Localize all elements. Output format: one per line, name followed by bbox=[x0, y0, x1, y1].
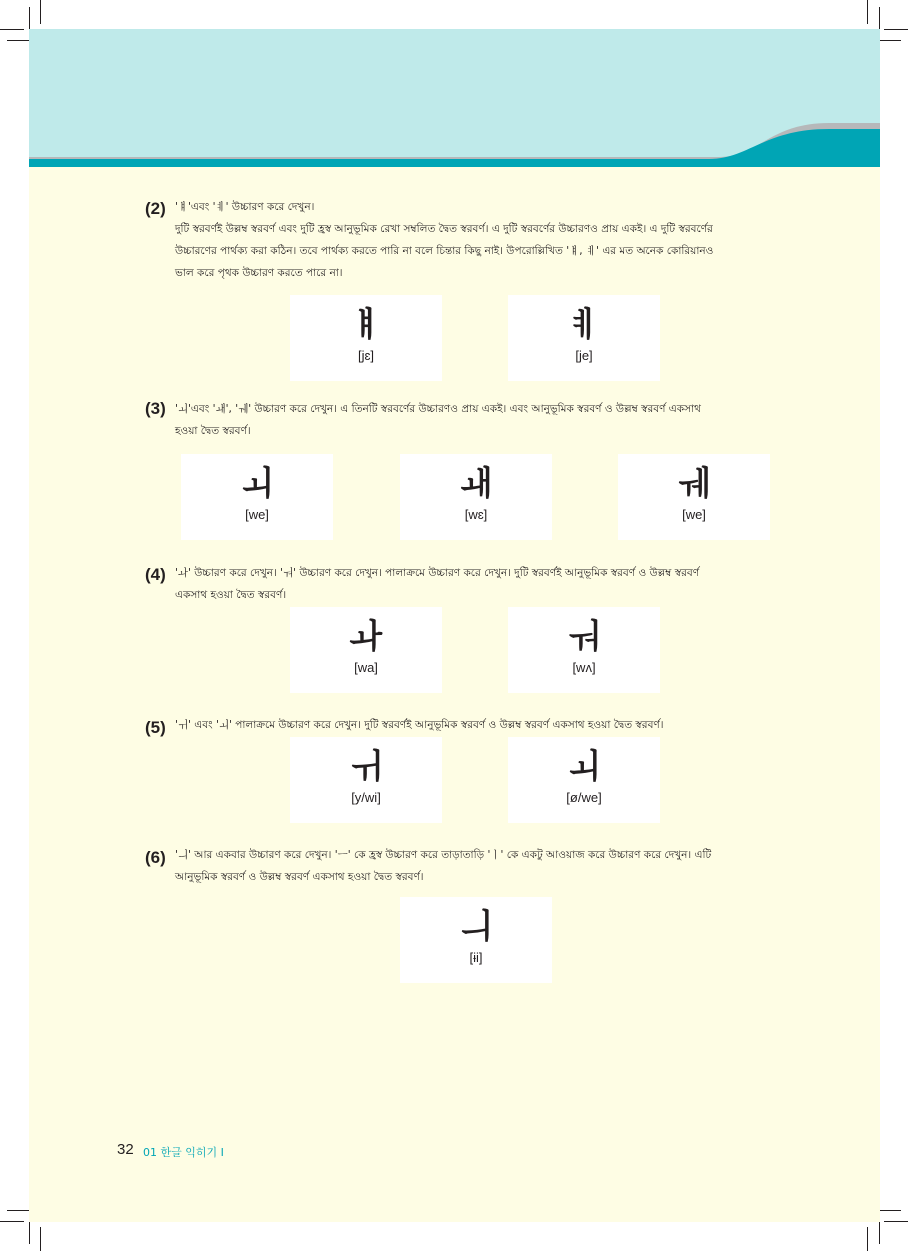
vowel-card bbox=[618, 454, 770, 540]
crop-mark bbox=[879, 7, 880, 31]
vowel-ipa: [je] bbox=[575, 348, 593, 363]
crop-mark bbox=[879, 1220, 880, 1244]
crop-mark bbox=[7, 40, 31, 41]
section-text: 'ㅘ' উচ্চারণ করে দেখুন। 'ㅝ' উচ্চারণ করে দেখুন। পালাক্রমে উচ্চারণ করে দেখুন। দুটি স্বরবর্ণই আনুভূমিক স্বরবর্ণ ও উল্লম্ব স্বরবর্ণ bbox=[175, 567, 700, 579]
crop-mark bbox=[867, 0, 868, 24]
vowel-glyph: ㅞ bbox=[677, 464, 711, 504]
crop-mark bbox=[884, 1221, 908, 1222]
crop-mark bbox=[867, 1227, 868, 1251]
crop-mark bbox=[877, 40, 901, 41]
section-text: দুটি স্বরবর্ণই উল্লম্ব স্বরবর্ণ এবং দুটি হ্রস্ব আনুভূমিক রেখা সম্বলিত দ্বৈত স্বরবর্ণ। এ দুটি স্বরবর্ণের উচ্চারণও প্রায় একই। এ দুটি স্বরবর্ণের bbox=[175, 223, 713, 235]
vowel-card bbox=[290, 607, 442, 693]
vowel-card bbox=[508, 607, 660, 693]
section-text: 'ㅚ'এবং 'ㅙ', 'ㅞ' উচ্চারণ করে দেখুন। এ তিনটি স্বরবর্ণের উচ্চারণও প্রায় একই। এবং আনুভূমিক স্বরবর্ণ ও উল্লম্ব স্বরবর্ণ একসাথ bbox=[175, 403, 701, 415]
section-text: 'ㅟ' এবং 'ㅚ' পালাক্রমে উচ্চারণ করে দেখুন। দুটি স্বরবর্ণই আনুভূমিক স্বরবর্ণ ও উল্লম্ব স্বরবর্ণ একসাথ হওয়া দ্বৈত স্বরবর্ণ। bbox=[175, 719, 664, 731]
header-wave bbox=[29, 29, 880, 167]
section-number: (5) bbox=[145, 718, 166, 737]
crop-mark bbox=[0, 29, 24, 30]
section-text: আনুভূমিক স্বরবর্ণ ও উল্লম্ব স্বরবর্ণ একসাথ হওয়া দ্বৈত স্বরবর্ণ। bbox=[175, 871, 424, 883]
crop-mark bbox=[0, 1221, 24, 1222]
vowel-glyph: ㅚ bbox=[240, 464, 274, 504]
crop-mark bbox=[877, 1210, 901, 1211]
header-band bbox=[29, 29, 880, 167]
vowel-glyph: ㅙ bbox=[459, 464, 493, 504]
vowel-card bbox=[508, 295, 660, 381]
crop-mark bbox=[884, 29, 908, 30]
crop-mark bbox=[7, 1210, 31, 1211]
section-number: (4) bbox=[145, 565, 166, 584]
section-number: (3) bbox=[145, 399, 166, 418]
crop-mark bbox=[29, 7, 30, 31]
vowel-card bbox=[400, 897, 552, 983]
section-number: (6) bbox=[145, 848, 166, 867]
vowel-ipa: [we] bbox=[245, 507, 269, 522]
section-number: (2) bbox=[145, 199, 166, 218]
section-text: 'ㅢ' আর একবার উচ্চারণ করে দেখুন। 'ㅡ' কে হ্রস্ব উচ্চারণ করে তাড়াতাড়ি 'ㅣ' কে একটু আওয়াজ করে উচ্চারণ করে দেখুন। এটি bbox=[175, 849, 712, 861]
vowel-glyph: ㅝ bbox=[567, 617, 601, 657]
vowel-glyph: ㅢ bbox=[459, 907, 493, 947]
crop-mark bbox=[40, 0, 41, 24]
vowel-card bbox=[290, 737, 442, 823]
chapter-title: 01 한글 익히기 Ⅰ bbox=[143, 1146, 224, 1159]
section-text: হওয়া দ্বৈত স্বরবর্ণ। bbox=[175, 425, 251, 437]
vowel-card bbox=[400, 454, 552, 540]
section-text: ভাল করে পৃথক উচ্চারণ করতে পারে না। bbox=[175, 267, 343, 279]
vowel-glyph: ㅒ bbox=[349, 305, 383, 345]
vowel-glyph: ㅘ bbox=[349, 617, 383, 657]
vowel-ipa: [jɛ] bbox=[357, 348, 375, 363]
vowel-ipa: [wʌ] bbox=[572, 660, 596, 675]
vowel-ipa: [wa] bbox=[354, 660, 378, 675]
crop-mark bbox=[29, 1220, 30, 1244]
vowel-card bbox=[290, 295, 442, 381]
section-text: 'ㅒ'এবং 'ㅖ' উচ্চারণ করে দেখুন। bbox=[175, 201, 315, 213]
vowel-glyph: ㅖ bbox=[567, 305, 601, 345]
vowel-ipa: [we] bbox=[682, 507, 706, 522]
page-number: 32 bbox=[117, 1141, 134, 1158]
vowel-ipa: [wɛ] bbox=[464, 507, 488, 522]
vowel-glyph: ㅚ bbox=[567, 747, 601, 787]
vowel-ipa: [ɨi] bbox=[469, 950, 483, 965]
section-text: একসাথ হওয়া দ্বৈত স্বরবর্ণ। bbox=[175, 589, 287, 601]
vowel-glyph: ㅟ bbox=[349, 747, 383, 787]
section-text: উচ্চারণের পার্থক্য করা কঠিন। তবে পার্থক্য করতে পারি না বলে চিন্তার কিছু নাই। উপরোল্লিখিত 'ㅒ, ㅖ' এর মত অনেক কোরিয়ানও bbox=[175, 245, 714, 257]
vowel-ipa: [y/wi] bbox=[351, 790, 381, 805]
vowel-card bbox=[181, 454, 333, 540]
vowel-ipa: [ø/we] bbox=[566, 790, 602, 805]
vowel-card bbox=[508, 737, 660, 823]
crop-mark bbox=[40, 1227, 41, 1251]
